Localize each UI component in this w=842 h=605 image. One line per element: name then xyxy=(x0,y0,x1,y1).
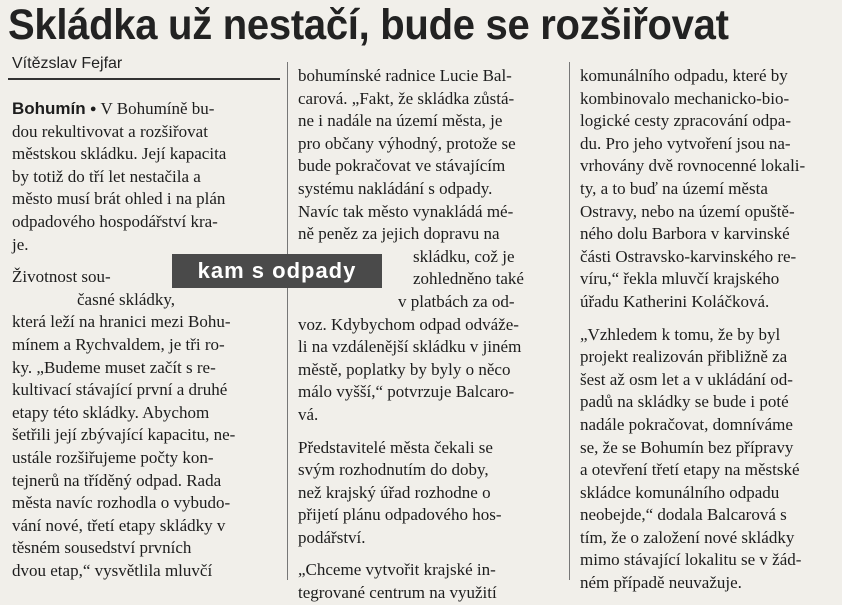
text-line: podářství. xyxy=(298,527,366,547)
text-line: šest až osm let a v ukládání od- xyxy=(580,369,793,389)
text-line: mínem a Rychvaldem, je tři ro- xyxy=(12,334,225,354)
text-line: vrhovány dvě rovnocenné lokali- xyxy=(580,156,806,176)
byline-rule xyxy=(8,78,280,80)
text-line: je. xyxy=(12,234,29,254)
text-line: dou rekultivovat a rozšiřovat xyxy=(12,121,208,141)
text-line: svým rozhodnutím do doby, xyxy=(298,460,489,480)
text-line: město musí brát ohled i na plán xyxy=(12,189,226,209)
text-line: dvou etap,“ vysvětlila mluvčí xyxy=(12,560,213,580)
text-line: města navíc rozhodla o vybudo- xyxy=(12,493,231,513)
text-line: carová. „Fakt, že skládka zůstá- xyxy=(298,88,515,108)
text-line: neobejde,“ dodala Balcarová s xyxy=(580,505,787,525)
text-line: komunálního odpadu, které by xyxy=(580,66,788,85)
text-line: úřadu Katherini Koláčková. xyxy=(580,291,770,311)
text-line: ně peněz za jejich dopravu na xyxy=(298,224,500,244)
text-line: se, že se Bohumín bez přípravy xyxy=(580,437,794,457)
text-line: padů na skládky se bude i poté xyxy=(580,392,789,412)
text-line: přijetí plánu odpadového hos- xyxy=(298,505,502,525)
text-line: „Vzhledem k tomu, že by byl xyxy=(580,324,781,344)
text-line: která leží na hranici mezi Bohu- xyxy=(12,312,231,332)
text-line: bohumínské radnice Lucie Bal- xyxy=(298,66,512,85)
text-line: kultivací stávající první a druhé xyxy=(12,380,228,400)
text-line: tím, že o založení nové skládky xyxy=(580,527,795,547)
text-line: ne i nadále na území města, je xyxy=(298,111,503,131)
text-line: „Chceme vytvořit krajské in- xyxy=(298,560,496,580)
text-line: než krajský úřad rozhodne o xyxy=(298,482,491,502)
text-line: ty, a to buď na území města xyxy=(580,178,768,198)
text-line: Ostravy, nebo na území opuště- xyxy=(580,201,795,221)
text-line: systému nakládání s odpady. xyxy=(298,178,493,198)
text-line: kombinovalo mechanicko-bio- xyxy=(580,88,790,108)
text-line: tegrované centrum na využití xyxy=(298,583,497,603)
text-line: šetřili její zbývající kapacitu, ne- xyxy=(12,425,236,445)
text-line: ustále rozšiřujeme počty kon- xyxy=(12,447,214,467)
text-line: městě, poplatky by byly o něco xyxy=(298,359,511,379)
text-line: by totiž do tří let nestačila a xyxy=(12,166,201,186)
text-line: skládku, což je xyxy=(413,246,515,266)
text-line: etapy této skládky. Abychom xyxy=(12,402,210,422)
text-line: těsném sousedství prvních xyxy=(12,538,192,558)
article-column-2 xyxy=(298,65,560,605)
section-tag-box: kam s odpady xyxy=(172,254,382,288)
text-line: li na vzdálenější skládku v jiném xyxy=(298,337,522,357)
text-line: ky. „Budeme muset začít s re- xyxy=(12,357,216,377)
text-line: pro občany výhodný, protože se xyxy=(298,133,516,153)
text-line: Bohumín ● V Bohumíně bu- xyxy=(12,99,215,118)
text-line: du. Pro jeho vytvoření jsou na- xyxy=(580,133,791,153)
article-column-1 xyxy=(12,98,270,582)
text-line: projekt realizován přibližně za xyxy=(580,347,788,367)
text-line: odpadového hospodářství kra- xyxy=(12,211,218,231)
text-line: víru,“ řekla mluvčí krajského xyxy=(580,269,780,289)
article-column-3 xyxy=(580,65,834,595)
text-line: městskou skládku. Její kapacita xyxy=(12,144,227,164)
text-line: Představitelé města čekali se xyxy=(298,437,493,457)
text-line: logické cesty zpracování odpa- xyxy=(580,111,791,131)
text-line: vání nové, třetí etapy skládky v xyxy=(12,515,226,535)
text-line: mimo stávající lokalitu se v žád- xyxy=(580,550,802,570)
text-line: v platbách za od- xyxy=(398,291,515,311)
text-line: bude pokračovat ve stávajícím xyxy=(298,156,506,176)
text-line: zohledněno také xyxy=(413,269,524,289)
column-divider xyxy=(569,62,570,580)
article-headline: Skládka už nestačí, bude se rozšiřovat xyxy=(8,1,729,49)
text-line: časné skládky, xyxy=(77,289,176,309)
dateline: Bohumín xyxy=(12,99,86,118)
text-line: voz. Kdybychom odpad odváže- xyxy=(298,314,519,334)
text-line: málo vyšší,“ potvrzuje Balcaro- xyxy=(298,382,515,402)
text-line: Navíc tak město vynakládá mé- xyxy=(298,201,514,221)
text-line: ného dolu Barbora v karvinské xyxy=(580,224,790,244)
column-divider xyxy=(287,62,288,580)
text-line: nadále pokračovat, domníváme xyxy=(580,414,793,434)
text-line: části Ostravsko-karvinského re- xyxy=(580,246,797,266)
text-line: Životnost sou- xyxy=(12,267,111,287)
text-line: a otevření třetí etapy na městské xyxy=(580,460,800,480)
author-byline: Vítězslav Fejfar xyxy=(12,55,123,72)
text-line: tejnerů na tříděný odpad. Rada xyxy=(12,470,222,490)
text-line: vá. xyxy=(298,404,319,424)
text-line: skládce komunálního odpadu xyxy=(580,482,780,502)
text-line: ném případě neuvažuje. xyxy=(580,573,742,593)
